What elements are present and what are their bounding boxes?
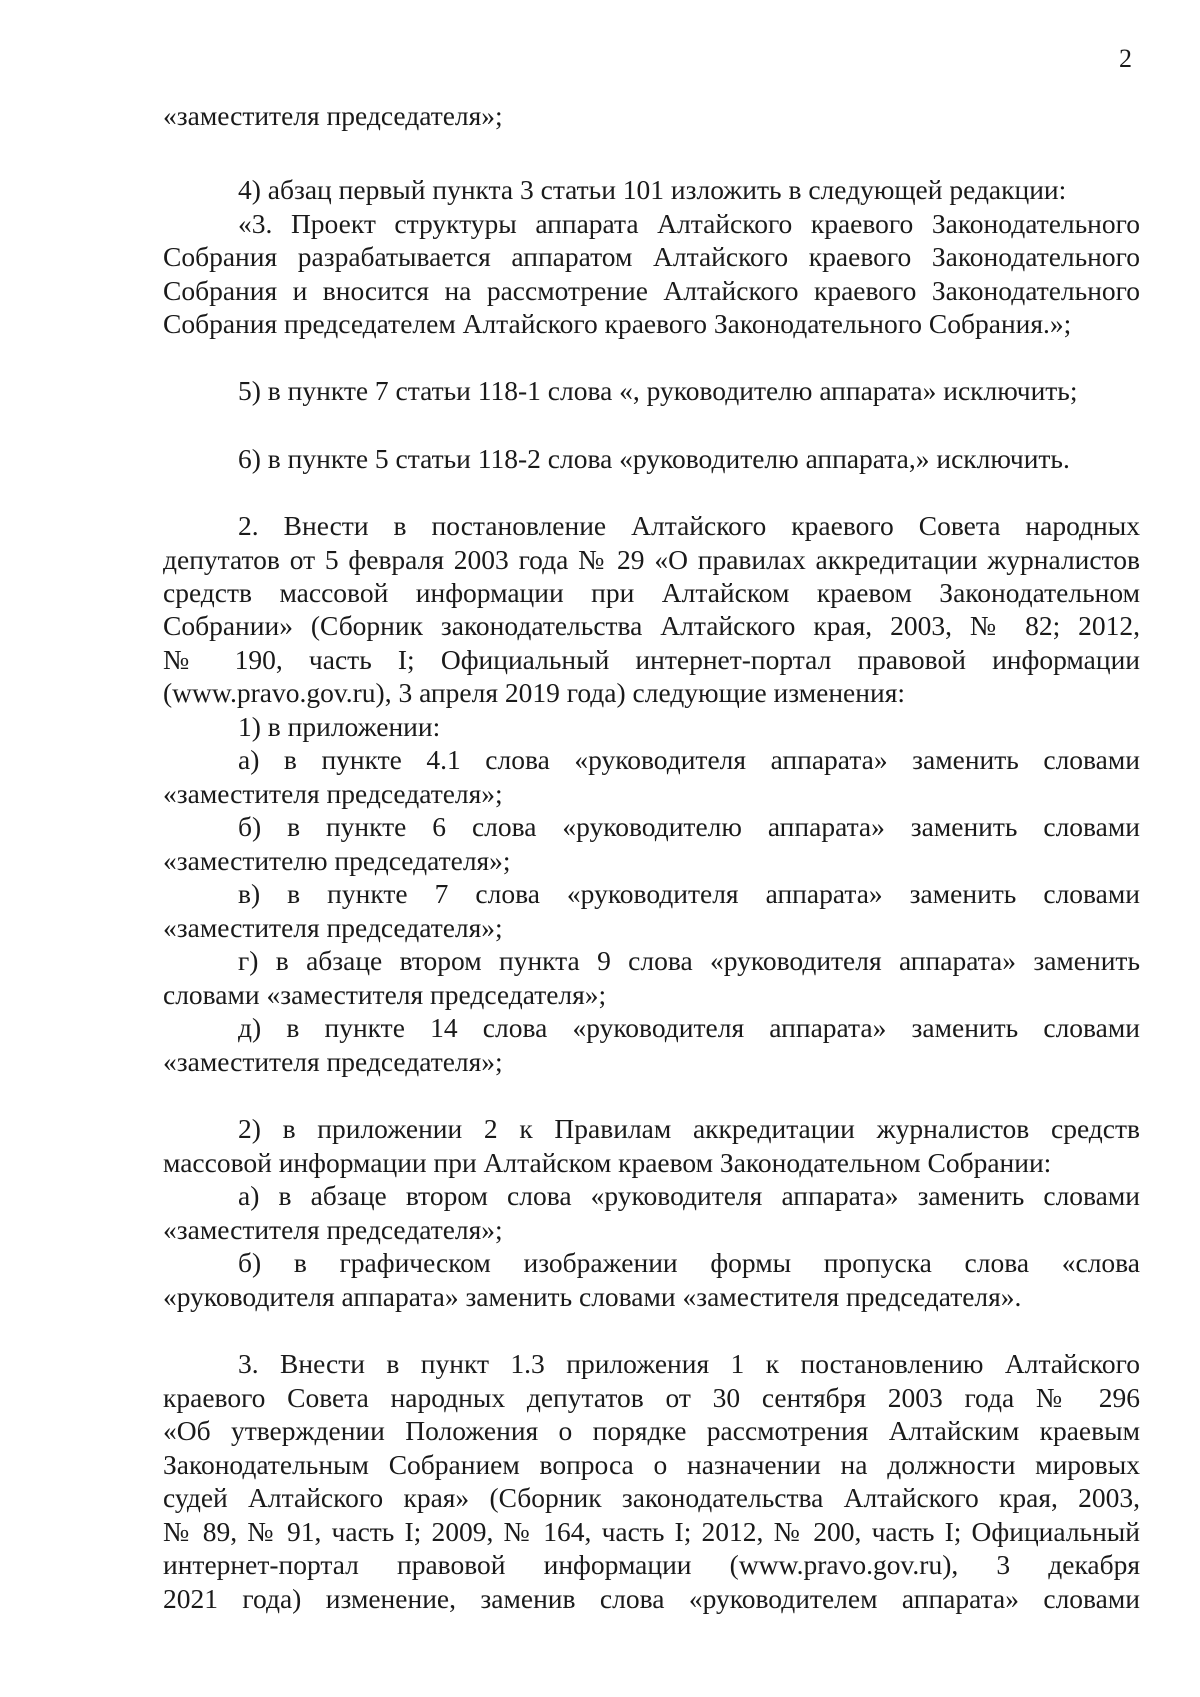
text-line: Собрании» (Сборник законодательства Алтайского края, 2003, № 82; 2012,	[163, 610, 1140, 641]
text-line: Собрания и вносится на рассмотрение Алтайского краевого Законодательного	[163, 275, 1140, 306]
text-line: б) в графическом изображении формы пропуска слова «слова	[238, 1247, 1140, 1278]
text-line: судей Алтайского края» (Сборник законодательства Алтайского края, 2003,	[163, 1482, 1140, 1513]
text-line: интернет-портал правовой информации (www.pravo.gov.ru), 3 декабря	[163, 1549, 1140, 1580]
text-line: 2. Внести в постановление Алтайского краевого Совета народных	[238, 510, 1140, 541]
text-line: в) в пункте 7 слова «руководителя аппарата» заменить словами	[238, 878, 1140, 909]
text-line: (www.pravo.gov.ru), 3 апреля 2019 года) следующие изменения:	[163, 677, 905, 708]
text-line: 3. Внести в пункт 1.3 приложения 1 к постановлению Алтайского	[238, 1348, 1140, 1379]
text-line: «заместителя председателя»;	[163, 1214, 503, 1245]
text-line: 6) в пункте 5 статьи 118-2 слова «руководителю аппарата,» исключить.	[238, 443, 1070, 474]
text-line: Законодательным Собранием вопроса о назначении на должности мировых	[163, 1449, 1140, 1480]
text-line: 4) абзац первый пункта 3 статьи 101 изложить в следующей редакции:	[238, 174, 1067, 205]
text-line: словами «заместителя председателя»;	[163, 979, 607, 1010]
text-line: «заместителя председателя»;	[163, 912, 503, 943]
page-number: 2	[1119, 44, 1132, 73]
text-line: «заместителя председателя»;	[163, 778, 503, 809]
text-line: д) в пункте 14 слова «руководителя аппарата» заменить словами	[238, 1012, 1140, 1043]
text-line: 1) в приложении:	[238, 711, 441, 742]
text-line: а) в абзаце втором слова «руководителя аппарата» заменить словами	[238, 1180, 1140, 1211]
text-line: 2) в приложении 2 к Правилам аккредитации журналистов средств	[238, 1113, 1140, 1144]
text-line: № 190, часть I; Официальный интернет-портал правовой информации	[163, 644, 1140, 675]
text-line: «заместителя председателя»;	[163, 1046, 503, 1077]
text-line: массовой информации при Алтайском краевом Законодательном Собрании:	[163, 1147, 1052, 1178]
text-line: г) в абзаце втором пункта 9 слова «руководителя аппарата» заменить	[238, 945, 1140, 976]
text-line: Собрания председателем Алтайского краевого Законодательного Собрания.»;	[163, 308, 1072, 339]
text-line: «3. Проект структуры аппарата Алтайского краевого Законодательного	[238, 208, 1140, 239]
text-line: 2021 года) изменение, заменив слова «руководителем аппарата» словами	[163, 1583, 1140, 1614]
text-line: «заместителя председателя»;	[163, 100, 503, 131]
text-line: депутатов от 5 февраля 2003 года № 29 «О правилах аккредитации журналистов	[163, 544, 1140, 575]
text-line: 5) в пункте 7 статьи 118-1 слова «, руководителю аппарата» исключить;	[238, 375, 1078, 406]
text-line: краевого Совета народных депутатов от 30 сентября 2003 года № 296	[163, 1382, 1140, 1413]
text-line: «руководителя аппарата» заменить словами «заместителя председателя».	[163, 1281, 1022, 1312]
text-line: «заместителю председателя»;	[163, 845, 511, 876]
text-line: «Об утверждении Положения о порядке рассмотрения Алтайским краевым	[163, 1415, 1140, 1446]
text-line: средств массовой информации при Алтайском краевом Законодательном	[163, 577, 1140, 608]
text-line: № 89, № 91, часть I; 2009, № 164, часть I; 2012, № 200, часть I; Официальный	[163, 1516, 1140, 1547]
text-line: Собрания разрабатывается аппаратом Алтайского краевого Законодательного	[163, 241, 1140, 272]
text-line: а) в пункте 4.1 слова «руководителя аппарата» заменить словами	[238, 744, 1140, 775]
text-line: б) в пункте 6 слова «руководителю аппарата» заменить словами	[238, 811, 1140, 842]
